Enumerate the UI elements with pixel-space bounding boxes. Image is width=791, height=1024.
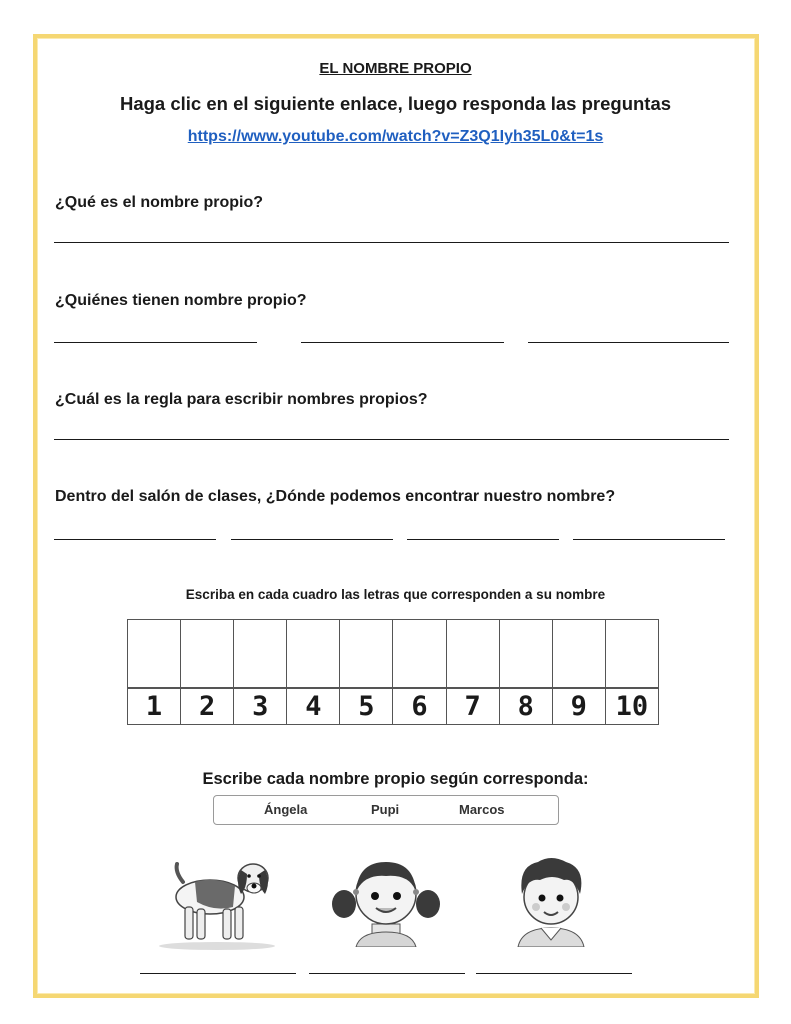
letter-box[interactable] (553, 620, 606, 724)
answer-line-4c[interactable] (407, 539, 559, 540)
name-line-girl[interactable] (309, 973, 465, 974)
name-bank (213, 795, 559, 825)
box-number: 3 (234, 687, 286, 724)
box-number: 8 (500, 687, 552, 724)
letter-box[interactable] (500, 620, 553, 724)
box-number: 1 (128, 687, 180, 724)
answer-line-4d[interactable] (573, 539, 725, 540)
box-number: 6 (393, 687, 445, 724)
question-4: Dentro del salón de clases, ¿Dónde podemos encontrar nuestro nombre? (55, 488, 616, 505)
letter-grid (127, 619, 659, 725)
box-number: 10 (606, 687, 658, 724)
letter-box[interactable] (606, 620, 658, 724)
girl-image (330, 852, 442, 947)
answer-line-1[interactable] (54, 242, 729, 243)
letter-box[interactable] (128, 620, 181, 724)
answer-line-2a[interactable] (54, 342, 257, 343)
boy-image (508, 852, 594, 947)
answer-line-4b[interactable] (231, 539, 393, 540)
answer-line-3[interactable] (54, 439, 729, 440)
answer-line-4a[interactable] (54, 539, 216, 540)
question-3: ¿Cuál es la regla para escribir nombres propios? (55, 391, 428, 408)
question-2: ¿Quiénes tienen nombre propio? (55, 292, 307, 309)
letter-box[interactable] (447, 620, 500, 724)
box-number: 9 (553, 687, 605, 724)
name-line-dog[interactable] (140, 973, 296, 974)
letter-box[interactable] (287, 620, 340, 724)
name-option-pupi: Pupi (371, 802, 400, 817)
question-1: ¿Qué es el nombre propio? (55, 194, 264, 211)
answer-line-2b[interactable] (301, 342, 504, 343)
box-number: 4 (287, 687, 339, 724)
letter-box[interactable] (393, 620, 446, 724)
box-number: 7 (447, 687, 499, 724)
box-number: 5 (340, 687, 392, 724)
name-option-angela: Ángela (264, 802, 308, 817)
matching-caption: Escribe cada nombre propio según corresponda: (202, 770, 589, 788)
letter-box[interactable] (340, 620, 393, 724)
youtube-link[interactable]: https://www.youtube.com/watch?v=Z3Q1Iyh35L0&t=1s (187, 128, 604, 145)
letter-box[interactable] (234, 620, 287, 724)
letter-grid-caption: Escriba en cada cuadro las letras que corresponden a su nombre (185, 587, 606, 602)
box-number: 2 (181, 687, 233, 724)
letter-box[interactable] (181, 620, 234, 724)
name-option-marcos: Marcos (459, 802, 505, 817)
name-line-boy[interactable] (476, 973, 632, 974)
worksheet-title: EL NOMBRE PROPIO (319, 60, 472, 77)
dog-image (155, 852, 280, 952)
answer-line-2c[interactable] (528, 342, 729, 343)
instruction-text: Haga clic en el siguiente enlace, luego responda las preguntas (119, 93, 672, 114)
